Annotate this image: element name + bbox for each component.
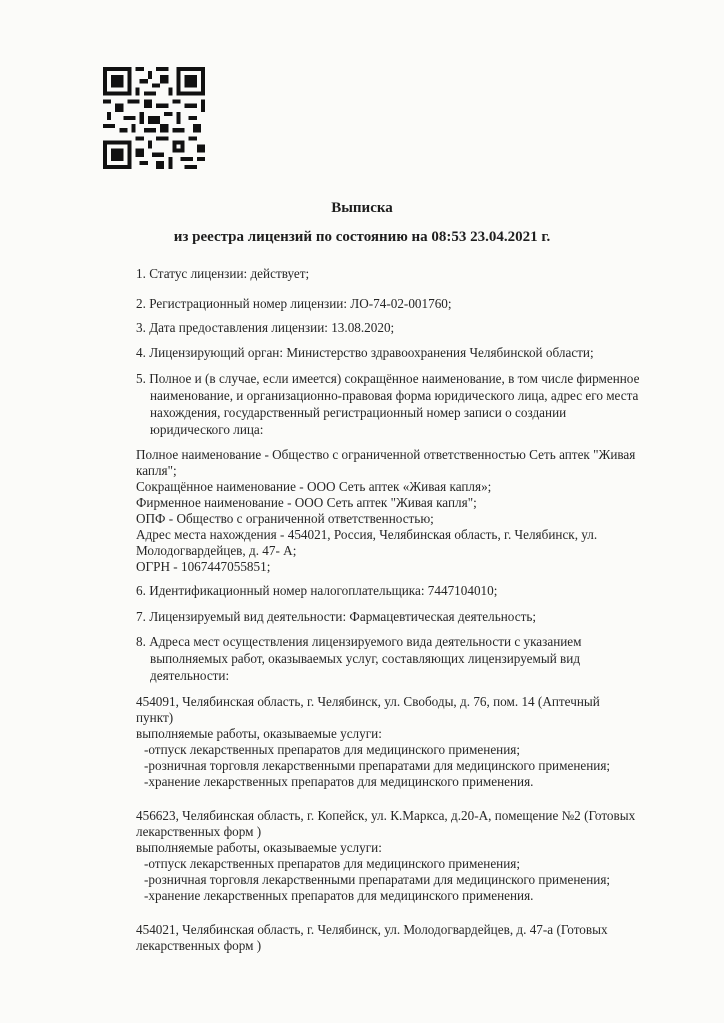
address-line: пункт) bbox=[136, 710, 174, 725]
item-5-line: наименование, и организационно-правовая форма юридического лица, адрес его места bbox=[150, 388, 639, 403]
service-item: -отпуск лекарственных препаратов для медицинского применения; bbox=[144, 856, 521, 871]
item-8-line: деятельности: bbox=[150, 668, 230, 683]
service-item: -хранение лекарственных препаратов для медицинского применения. bbox=[144, 774, 534, 789]
org-line: Полное наименование - Общество с ограниченной ответственностью Сеть аптек "Живая bbox=[136, 447, 636, 462]
works-label: выполняемые работы, оказываемые услуги: bbox=[136, 726, 382, 741]
address-line: лекарственных форм ) bbox=[136, 938, 262, 953]
item-5-line: 5. Полное и (в случае, если имеется) сокращённое наименование, в том числе фирменное bbox=[136, 371, 640, 386]
works-label: выполняемые работы, оказываемые услуги: bbox=[136, 840, 382, 855]
address-line: лекарственных форм ) bbox=[136, 824, 262, 839]
item-licensing-authority: 4. Лицензирующий орган: Министерство здравоохранения Челябинской области; bbox=[136, 345, 594, 360]
org-line: Сокращённое наименование - ООО Сеть аптек «Живая капля»; bbox=[136, 479, 492, 494]
service-item: -розничная торговля лекарственными препаратами для медицинского применения; bbox=[144, 872, 611, 887]
item-5-line: юридического лица: bbox=[150, 422, 264, 437]
item-registration-number: 2. Регистрационный номер лицензии: ЛО-74-02-001760; bbox=[136, 296, 452, 311]
item-inn: 6. Идентификационный номер налогоплательщика: 7447104010; bbox=[136, 583, 498, 598]
address-line: 456623, Челябинская область, г. Копейск, ул. К.Маркса, д.20-А, помещение №2 (Готовых bbox=[136, 808, 636, 823]
org-line: ОГРН - 1067447055851; bbox=[136, 559, 271, 574]
item-activity-type: 7. Лицензируемый вид деятельности: Фармацевтическая деятельность; bbox=[136, 609, 537, 624]
address-line: 454091, Челябинская область, г. Челябинск, ул. Свободы, д. 76, пом. 14 (Аптечный bbox=[136, 694, 600, 709]
org-line: Молодогвардейцев, д. 47- А; bbox=[136, 543, 297, 558]
item-8-line: выполняемых работ, оказываемых услуг, составляющих лицензируемый вид bbox=[150, 651, 581, 666]
qr-code-icon bbox=[103, 67, 205, 169]
org-line: ОПФ - Общество с ограниченной ответственностью; bbox=[136, 511, 434, 526]
org-line: Фирменное наименование - ООО Сеть аптек "Живая капля"; bbox=[136, 495, 477, 510]
service-item: -хранение лекарственных препаратов для медицинского применения. bbox=[144, 888, 534, 903]
service-item: -отпуск лекарственных препаратов для медицинского применения; bbox=[144, 742, 521, 757]
org-line: Адрес места нахождения - 454021, Россия, Челябинская область, г. Челябинск, ул. bbox=[136, 527, 598, 542]
item-5-line: нахождения, государственный регистрационный номер записи о создании bbox=[150, 405, 567, 420]
item-8-line: 8. Адреса мест осуществления лицензируемого вида деятельности с указанием bbox=[136, 634, 582, 649]
document-title: Выписка bbox=[331, 200, 393, 216]
document-subtitle: из реестра лицензий по состоянию на 08:53 23.04.2021 г. bbox=[173, 229, 551, 245]
item-grant-date: 3. Дата предоставления лицензии: 13.08.2020; bbox=[136, 320, 395, 335]
service-item: -розничная торговля лекарственными препаратами для медицинского применения; bbox=[144, 758, 611, 773]
address-line: 454021, Челябинская область, г. Челябинск, ул. Молодогвардейцев, д. 47-а (Готовых bbox=[136, 922, 608, 937]
org-line: капля"; bbox=[136, 463, 177, 478]
item-license-status: 1. Статус лицензии: действует; bbox=[136, 266, 310, 281]
